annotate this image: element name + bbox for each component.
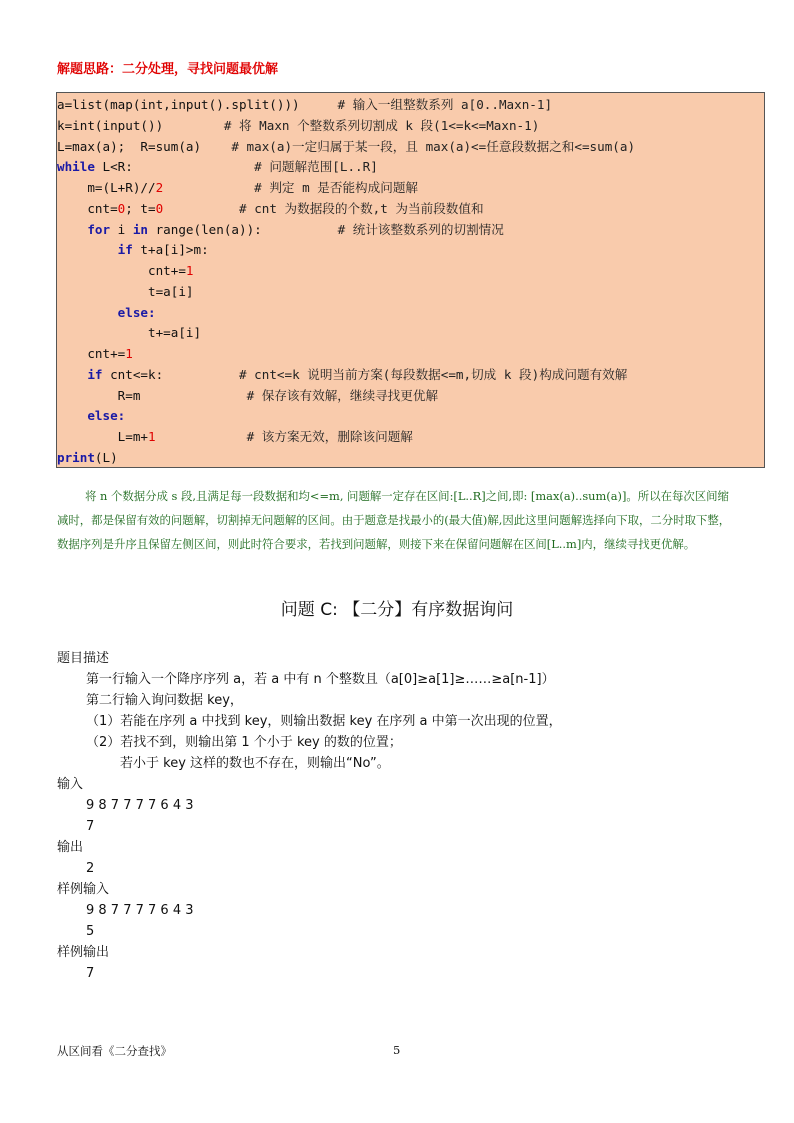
code-token: t=a[i] xyxy=(57,283,194,299)
code-token: a=list(map(int,input().split())) xyxy=(57,97,338,112)
code-token xyxy=(57,222,87,237)
code-token: t+=a[i] xyxy=(57,325,202,341)
code-token: while xyxy=(57,159,95,175)
desc-line: 第二行输入询问数据 key， xyxy=(86,693,243,708)
input-label: 输入 xyxy=(57,777,84,792)
code-token: if xyxy=(87,366,103,382)
code-token xyxy=(163,201,239,216)
footer-title: 从区间看《二分查找》 xyxy=(57,1044,172,1058)
code-token xyxy=(57,367,87,382)
sample-input-label: 样例输入 xyxy=(57,882,110,897)
output-value: 2 xyxy=(86,861,95,876)
code-token: cnt+= xyxy=(57,346,126,361)
code-token: i xyxy=(110,221,133,237)
section-heading: 解题思路：二分处理，寻找问题最优解 xyxy=(57,62,279,77)
code-line xyxy=(57,405,764,426)
code-comment: # 问题解范围[L..R] xyxy=(254,159,378,175)
code-comment: # cnt 为数据段的个数,t 为当前段数值和 xyxy=(239,200,484,216)
code-comment: # 判定 m 是否能构成问题解 xyxy=(254,180,419,195)
code-token: cnt= xyxy=(57,200,118,216)
code-line xyxy=(57,302,764,323)
code-token: cnt+= xyxy=(57,263,186,278)
desc-label: 题目描述 xyxy=(57,651,110,666)
code-token: t+a[i]>m: xyxy=(132,242,209,258)
code-line xyxy=(57,385,764,406)
code-line xyxy=(57,198,764,219)
code-comment: # 输入一组整数系列 a[0..Maxn-1] xyxy=(337,97,553,112)
code-token: 1 xyxy=(125,346,133,361)
code-token: 1 xyxy=(148,429,156,444)
code-token: L=max(a); R=sum(a) xyxy=(57,138,232,154)
code-line xyxy=(57,136,764,157)
code-line xyxy=(57,239,764,260)
code-line xyxy=(57,364,764,385)
code-line xyxy=(57,281,764,302)
code-token xyxy=(163,180,254,195)
desc-line: （1）若能在序列 a 中找到 key，则输出数据 key 在序列 a 中第一次出现的位置， xyxy=(86,714,562,729)
code-token: ; t= xyxy=(125,200,156,216)
code-token: else: xyxy=(87,408,126,424)
code-line xyxy=(57,115,764,136)
code-token xyxy=(156,429,247,444)
code-token: 0 xyxy=(117,200,126,216)
code-token: for xyxy=(87,221,111,237)
page-number: 5 xyxy=(393,1043,401,1057)
code-token: cnt<=k: xyxy=(102,366,239,382)
explanation-paragraph: 将 n 个数据分成 s 段,且满足每一段数据和均<=m, 问题解一定存在区间:[L..R]之间,即: [max(a)..sum(a)]。所以在每次区间缩减时，都是保留有效的问题解，切割掉无问题解的区间。由于题意是找最小的(最大值)解,因此这里问题解选择向下取，二分时取下整，数据序列是升序且保留左侧区间，则此时符合要求，若找到问题解，则接下来在保留问题解在区间[L..m]内，继续寻找更优解。 xyxy=(57,489,731,552)
code-token xyxy=(57,408,87,423)
code-token: 0 xyxy=(155,200,164,216)
problem-title: 问题 C: 【二分】有序数据询问 xyxy=(280,600,514,620)
code-token: print xyxy=(57,449,95,465)
code-token: else: xyxy=(117,304,156,320)
code-token xyxy=(57,242,118,257)
code-token: (L) xyxy=(94,449,118,465)
code-block xyxy=(56,92,765,468)
sample-input-line: 9 8 7 7 7 7 6 4 3 xyxy=(86,903,194,918)
code-token: if xyxy=(117,242,133,258)
code-token: 2 xyxy=(155,180,164,195)
sample-input-line: 5 xyxy=(86,924,95,939)
code-token: R=m xyxy=(57,387,247,403)
code-line xyxy=(57,94,764,115)
code-token: 1 xyxy=(185,263,194,278)
sample-output-label: 样例输出 xyxy=(57,945,110,960)
code-line xyxy=(57,219,764,240)
code-line xyxy=(57,260,764,281)
code-comment: # 将 Maxn 个整数系列切割成 k 段(1<=k<=Maxn-1) xyxy=(223,117,540,133)
desc-line: 第一行输入一个降序序列 a，若 a 中有 n 个整数且（a[0]≥a[1]≥……≥a[n-1]） xyxy=(86,672,555,687)
code-line xyxy=(57,447,764,468)
code-line xyxy=(57,343,764,364)
code-comment: # cnt<=k 说明当前方案(每段数据<=m,切成 k 段)构成问题有效解 xyxy=(239,366,628,382)
code-comment: # max(a)一定归属于某一段，且 max(a)<=任意段数据之和<=sum(a) xyxy=(231,138,636,154)
code-line xyxy=(57,177,764,198)
code-line xyxy=(57,156,764,177)
code-comment: # 统计该整数系列的切割情况 xyxy=(337,221,504,237)
output-label: 输出 xyxy=(57,840,84,855)
code-token: L<R: xyxy=(94,159,255,175)
code-token: k=int(input()) xyxy=(57,117,224,133)
desc-line: 若小于 key 这样的数也不存在，则输出“No”。 xyxy=(120,756,390,771)
code-token xyxy=(57,305,118,320)
code-comment: # 该方案无效，删除该问题解 xyxy=(246,429,413,444)
input-line: 9 8 7 7 7 7 6 4 3 xyxy=(86,798,194,813)
code-line xyxy=(57,322,764,343)
code-line xyxy=(57,426,764,447)
code-token: range(len(a)): xyxy=(148,221,338,237)
code-token: m=(L+R)// xyxy=(57,180,156,195)
sample-output-value: 7 xyxy=(86,966,95,981)
desc-line: （2）若找不到，则输出第 1 个小于 key 的数的位置； xyxy=(86,735,402,750)
code-comment: # 保存该有效解，继续寻找更优解 xyxy=(246,387,439,403)
code-token: in xyxy=(132,221,149,237)
input-line: 7 xyxy=(86,819,95,834)
code-token: L=m+ xyxy=(57,429,148,444)
